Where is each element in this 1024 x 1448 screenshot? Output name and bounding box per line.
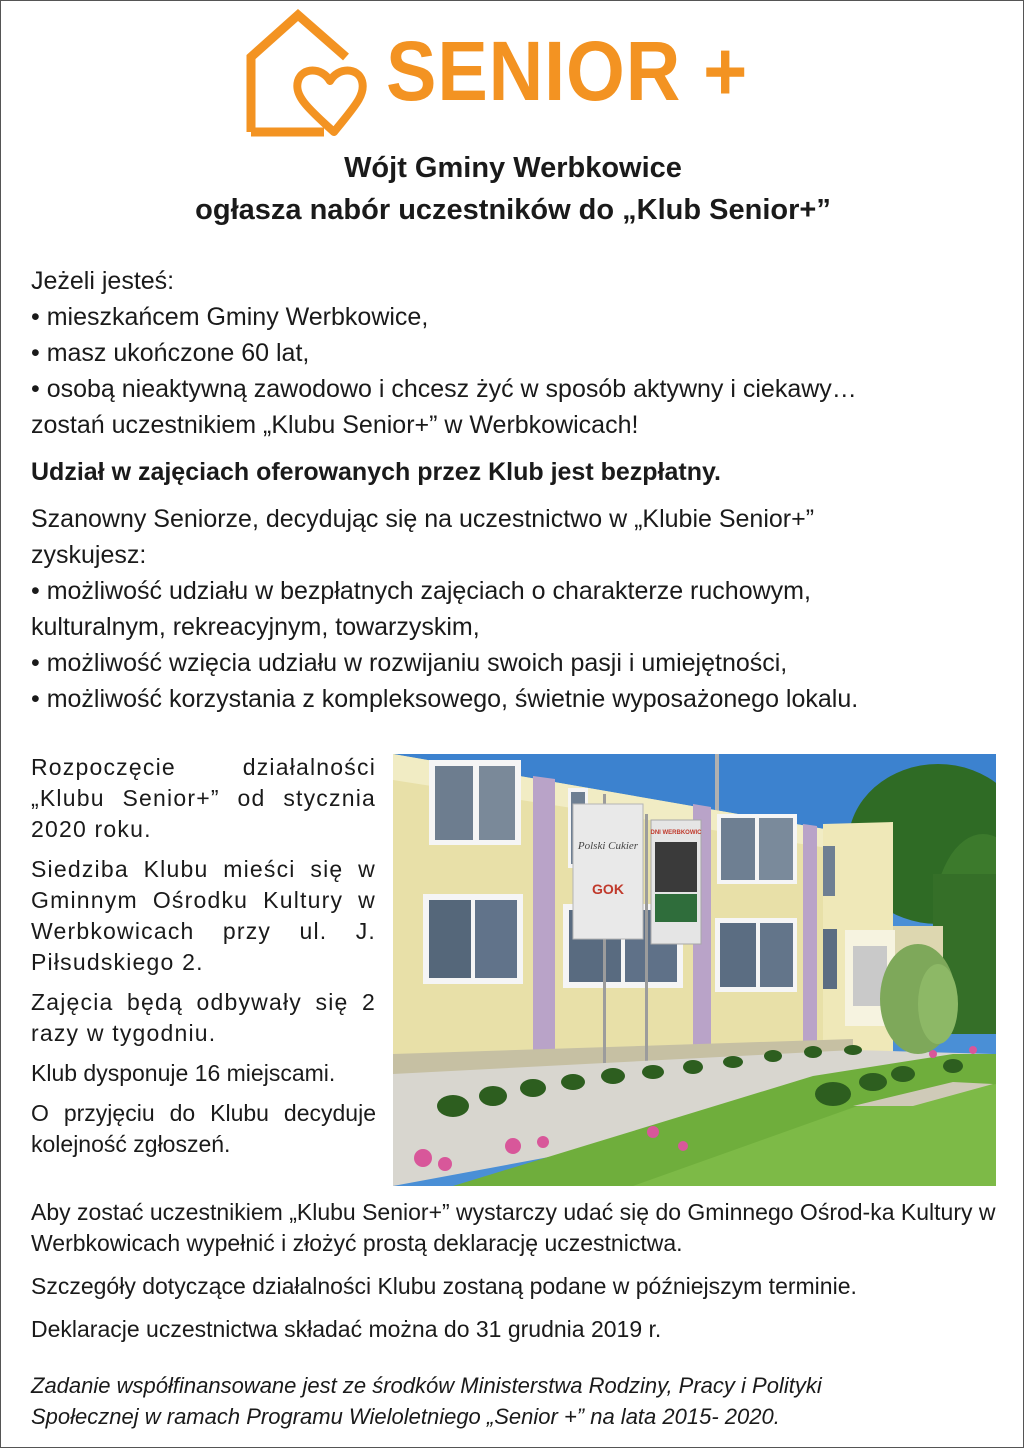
headline-line-1: Wójt Gminy Werbkowice [344,152,682,184]
building-photo [393,754,996,1186]
intro-line: • osobą nieaktywną zawodowo i chcesz żyć w sposób aktywny i ciekawy… [31,375,857,403]
intro-line: Jeżeli jesteś: [31,267,175,295]
logo-text: SENIOR + [386,24,749,118]
how-to-join-text: Aby zostać uczestnikiem „Klubu Senior+” wystarczy udać się do Gminnego Ośrod-ka Kultury w Werbkowicach wypełnić i złożyć prostą deklarację uczestnictwa. [31,1199,996,1256]
capacity-text: Klub dysponuje 16 miejscami. [31,1060,336,1086]
benefit-line: • możliwość udziału w bezpłatnych zajęciach o charakterze ruchowym, [31,577,811,605]
benefit-line: Szanowny Seniorze, decydując się na uczestnictwo w „Klubie Senior+” [31,505,815,533]
intro-line: • mieszkańcem Gminy Werbkowice, [31,303,429,331]
benefit-line: • możliwość korzystania z kompleksowego, świetnie wyposażonego lokalu. [31,685,859,713]
location-text: Siedziba Klubu mieści się w Gminnym Ośrodku Kultury w Werbkowicach przy ul. J. Piłsudskiego 2. [31,856,376,975]
benefit-line: kulturalnym, rekreacyjnym, towarzyskim, [31,613,480,641]
headline-line-2: ogłasza nabór uczestników do „Klub Senior+” [195,194,831,226]
funding-line-2: Społecznej w ramach Programu Wieloletniego „Senior +” na lata 2015- 2020. [31,1404,780,1429]
intro-block [31,263,1006,443]
club-details [31,752,376,1169]
start-date-text: Rozpoczęcie działalności „Klubu Senior+” od stycznia 2020 roku. [31,754,376,842]
bottom-text [31,1197,1006,1357]
schedule-text: Zajęcia będą odbywały się 2 razy w tygodniu. [31,989,376,1046]
intro-line: • masz ukończone 60 lat, [31,339,310,367]
house-heart-icon [246,7,386,137]
banner1-mark: GOK [592,881,624,897]
headline [1,147,1024,231]
intro-line: zostań uczestnikiem „Klubu Senior+” w Werbkowicach! [31,411,639,439]
deadline-text: Deklaracje uczestnictwa składać można do 31 grudnia 2019 r. [31,1316,662,1342]
banner1-label: Polski Cukier [577,840,639,852]
details-later-text: Szczegóły dotyczące działalności Klubu zostaną podane w późniejszym terminie. [31,1273,857,1299]
senior-plus-logo [246,7,786,137]
banner2-label: DNI WERBKOWIC [650,830,702,836]
benefits-block [31,501,1006,717]
funding-note [31,1370,1006,1432]
funding-line-1: Zadanie współfinansowane jest ze środków Ministerstwa Rodziny, Pracy i Polityki [31,1373,822,1398]
admission-text: O przyjęciu do Klubu decyduje kolejność zgłoszeń. [31,1100,376,1157]
benefit-line: • możliwość wzięcia udziału w rozwijaniu swoich pasji i umiejętności, [31,649,788,677]
free-participation-note: Udział w zajęciach oferowanych przez Klub jest bezpłatny. [31,458,721,486]
main-text [31,263,1006,717]
benefit-line: zyskujesz: [31,541,147,569]
